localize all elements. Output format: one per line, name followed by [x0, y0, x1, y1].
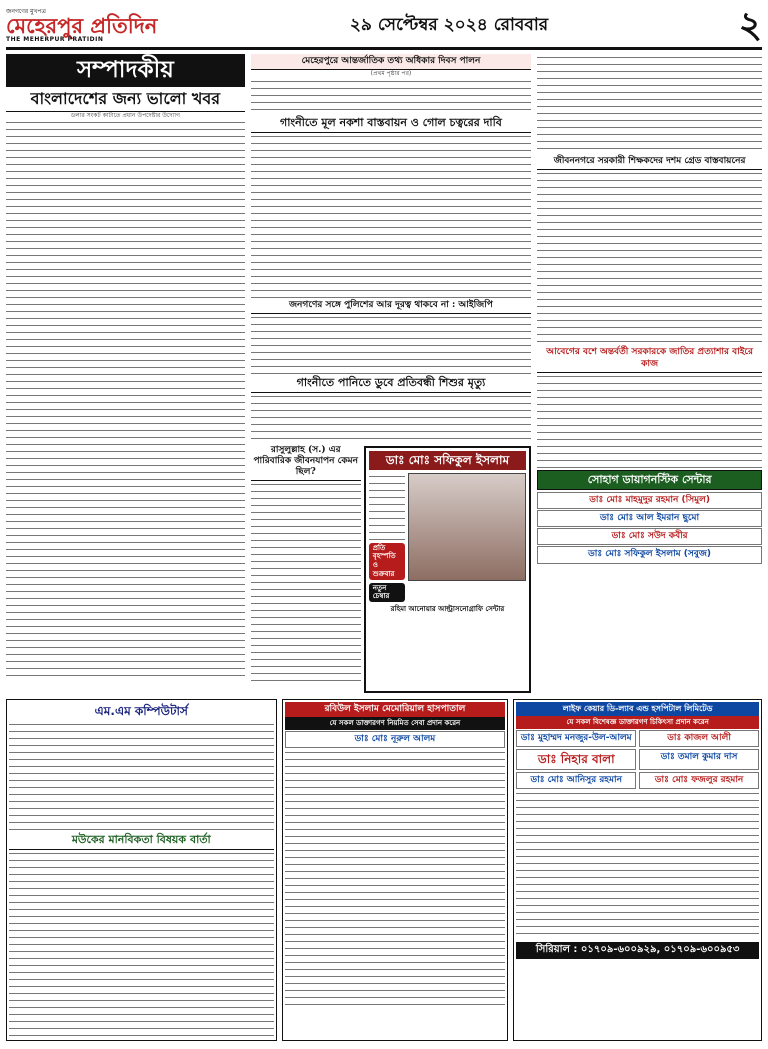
lifecare-doctor-3: ডাঃ নিহার বালা: [537, 752, 615, 766]
mouk-body: [9, 850, 274, 1040]
lifecare-title: লাইফ কেয়ার ডি-ল্যাব এন্ড হসপিটাল লিমিটেড: [516, 702, 759, 716]
newspaper-name: মেহেরপুর প্রতিদিন: [6, 13, 158, 38]
editorial-banner: সম্পাদকীয়: [6, 54, 245, 87]
bottom-middle: [282, 699, 509, 1041]
doctor-ad: [364, 446, 531, 693]
right-body-2: [537, 373, 762, 468]
news-headline-2: গাংনীতে মূল নকশা বাস্তবায়ন ও গোল চত্বরের দাবি: [251, 114, 531, 133]
doctor-name: ডাঃ মোঃ সফিকুল ইসলাম: [369, 451, 526, 470]
news-headline-3: জনগণের সঙ্গে পুলিশের আর দূরত্ব থাকবে না : আইজিপি: [251, 298, 531, 314]
bottom-right: [513, 699, 762, 1041]
right-doctor-1: ডাঃ মোঃ মাহমুদুর রহমান (সিমুল): [589, 494, 710, 505]
hospital-ad-title: রবিউল ইসলাম মেমোরিয়াল হাসপাতাল: [285, 702, 506, 717]
lifecare-doctor-5: ডাঃ মোঃ আনিসুর রহমান: [530, 775, 622, 785]
right-headline-2: আবেগের বশে অন্তর্বর্তী সরকারকে জাতির প্রত্যাশার বাইরে কাজ: [537, 345, 762, 373]
lifecare-doctor-6: ডাঃ মোঃ ফজলুর রহমান: [654, 775, 744, 785]
lifecare-doctor-4: ডাঃ তমাল কুমার দাস: [660, 752, 738, 762]
right-doctor-3: ডাঃ মোঃ সউদ কবীর: [611, 531, 688, 541]
serial-phone: সিরিয়াল : ০১৭০৯-৬০০৯২৯, ০১৭০৯-৬০০৯৫৩: [516, 942, 759, 959]
right-doctor-4: ডাঃ মোঃ সফিকুল ইসলাম (সবুজ): [588, 549, 712, 560]
editorial-body: [6, 119, 245, 679]
news-body-4: [251, 393, 531, 443]
news-headline-5: রাসুলুল্লাহ (স.) এর পারিবারিক জীবনযাপন কেমন ছিল?: [251, 443, 361, 482]
right-doctor-2: ডাঃ মোঃ আল ইমরান ছুমো: [600, 512, 700, 523]
tagline: জনগণের মুখপত্র: [6, 7, 46, 15]
lifecare-doctor-2: ডাঃ কাজল আলী: [667, 732, 731, 743]
mouk-title: মউকের মানবিকতা বিষয়ক বার্তা: [9, 831, 274, 850]
hospital-doctor-1: ডাঃ মোঃ নূরুল আলম: [354, 734, 436, 744]
cont-label: (প্রথম পৃষ্ঠার পর): [370, 70, 412, 78]
issue-date: ২৯ সেপ্টেম্বর ২০২৪ রোববার: [349, 14, 549, 35]
bottom-left: [6, 699, 277, 1041]
brand: [6, 8, 196, 44]
newspaper-name-en: THE MEHERPUR PRATIDIN: [6, 36, 104, 43]
doctor-days: প্রতি বৃহস্পতি ও শুক্রবার: [369, 543, 405, 580]
right-headline-1: জীবননগরে সরকারী শিক্ষকদের দশম গ্রেড বাস্তবায়নের: [537, 154, 762, 170]
left-column: [6, 54, 245, 696]
news-body-5: [251, 481, 361, 681]
doctor-photo: [408, 473, 526, 581]
doctor-place: রহিমা আনোয়ার আল্ট্রাসনোগ্রাফি সেন্টার: [390, 605, 505, 613]
computer-ad-title: এম.এম কম্পিউটার্স: [94, 704, 188, 718]
news-headline-1: মেহেরপুরে আন্তর্জাতিক তথ্য অধিকার দিবস পালন: [251, 54, 531, 70]
masthead: [6, 4, 762, 50]
lifecare-doctor-1: ডাঃ মুহাম্মদ মনজুর-উল-আলম: [520, 732, 632, 743]
news-body-2: [251, 133, 531, 298]
right-column: [537, 54, 762, 696]
doctor-chamber-label: নতুন চেম্বার: [369, 583, 405, 603]
lifecare-sub: যে সকল বিশেষজ্ঞ ডাক্তারগণ চিকিৎসা প্রদান করেন: [516, 716, 759, 729]
news-body-1: [251, 78, 531, 114]
hospital-ad-sub: যে সকল ডাক্তারগণ নিয়মিত সেবা প্রদান করেন: [285, 717, 506, 730]
right-body-top: [537, 54, 762, 154]
bottom-ads: [6, 699, 762, 1041]
page-number: ২: [738, 4, 762, 46]
right-body-1: [537, 170, 762, 345]
news-body-3: [251, 314, 531, 374]
editorial-subhead: ডলার সংকট কাটাতে প্রধান উপদেষ্টার উদ্যোগ: [70, 111, 180, 119]
middle-column: [251, 54, 531, 696]
news-headline-4: গাংনীতে পানিতে ডুবে প্রতিবন্ধী শিশুর মৃত্যু: [251, 374, 531, 393]
diagnostic-ad-title: সোহাগ ডায়াগনস্টিক সেন্টার: [537, 470, 762, 490]
editorial-headline: বাংলাদেশের জন্য ভালো খবর: [6, 87, 245, 112]
religion-article: [251, 443, 361, 693]
